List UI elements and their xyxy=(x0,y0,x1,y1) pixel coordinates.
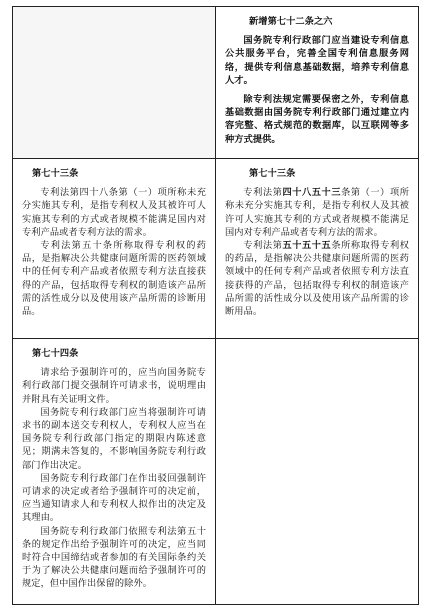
paragraph xyxy=(225,239,409,318)
old-text-cell xyxy=(13,339,216,605)
article-heading: 第七十四条 xyxy=(32,348,79,359)
new-text-cell xyxy=(216,159,419,339)
paragraph: 请求给予强制许可的，应当向国务院专利行政部门提交强制许可请求书，说明理由并附具有关证明文件。 xyxy=(22,367,206,405)
old-text-cell xyxy=(13,7,216,159)
article-heading: 第七十三条 xyxy=(249,168,296,179)
table-row xyxy=(13,159,419,339)
paragraph: 除专利法规定需要保密之外，专利信息基础数据由国务院专利行政部门通过建立内容完整、格式规范的数据库，以互联网等多种方式提供。 xyxy=(225,94,409,145)
table-row xyxy=(13,339,419,605)
old-text-cell xyxy=(13,159,216,339)
paragraph: 国务院专利行政部门在作出驳回强制许可请求的决定或者给予强制许可的决定前，应当通知请求人和专利权人拟作出的决定及其理由。 xyxy=(22,472,206,524)
comparison-table xyxy=(12,6,419,605)
paragraph: 专利法第五十条所称取得专利权的药品，是指解决公共健康问题所需的医药领域中的任何专利产品或者依照专利方法直接获得的产品，包括取得专利权的制造该产品所需的活性成分以及使用该产品所需的诊断用品。 xyxy=(22,240,206,318)
new-text-cell xyxy=(216,339,419,605)
paragraph: 国务院专利行政部门依照专利法第五十条的规定作出给予强制许可的决定，应当同时符合中国缔结或者参加的有关国际条约关于为了解决公共健康问题而给予强制许可的规定，但中国作出保留的除外。 xyxy=(22,525,206,590)
text-run: 条所称取得专利权的药品，是指解决公共健康问题所需的医药领域中的任何专利产品或者依照专利方法直接获得的产品，包括取得专利权的制造该产品所需的活性成分以及使用该产品所需的诊断用品。 xyxy=(225,240,409,318)
paragraph: 国务院专利行政部门应当将强制许可请求书的副本送交专利权人，专利权人应当在国务院专利行政部门指定的期限内陈述意见；期满未答复的，不影响国务院专利行政部门作出决定。 xyxy=(22,406,206,471)
table-row xyxy=(13,7,419,159)
paragraph: 国务院专利行政部门应当建设专利信息公共服务平台，完善全国专利信息服务网络，提供专利信息基础数据，培养专利信息人才。 xyxy=(225,35,409,86)
new-text-cell xyxy=(216,7,419,159)
text-run: 条第（一）项所称未充分实施其专利，是指专利权人及其被许可人实施其专利的方式或者规模不能满足国内对专利产品或者专利方法的需求。 xyxy=(225,187,409,238)
paragraph xyxy=(225,186,409,239)
text-run: 专利法第 xyxy=(243,240,283,252)
article-heading: 第七十三条 xyxy=(32,168,79,179)
revised-article-number: 五十五十五 xyxy=(282,240,332,252)
revised-article-number: 四十八五十三 xyxy=(282,187,342,199)
article-heading: 新增第七十二条之六 xyxy=(249,16,333,27)
paragraph: 专利法第四十八条第（一）项所称未充分实施其专利，是指专利权人及其被许可人实施其专利的方式或者规模不能满足国内对专利产品或者专利方法的需求。 xyxy=(22,187,206,238)
text-run: 专利法第 xyxy=(243,187,283,199)
